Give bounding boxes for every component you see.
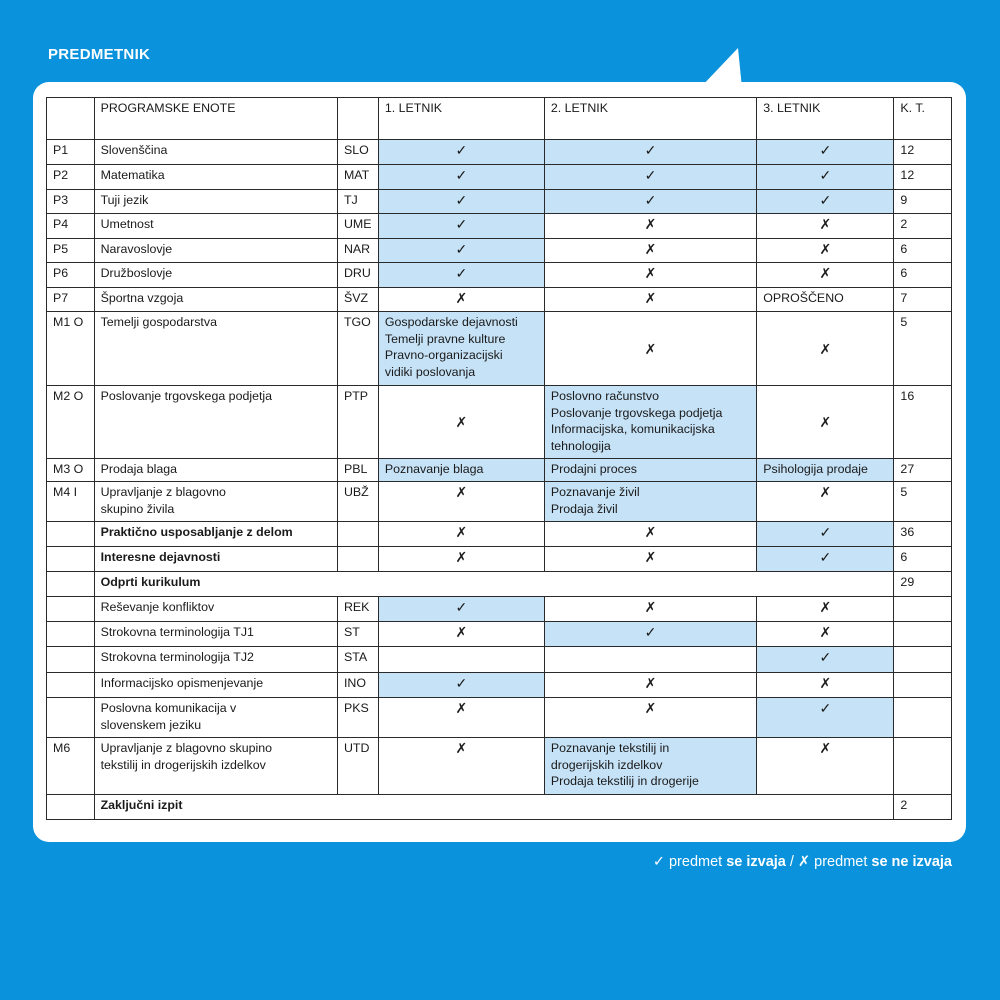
legend-separator: / (785, 854, 798, 870)
row-code: M1 O (47, 312, 95, 386)
table-row (47, 288, 952, 312)
row-code: M4 I (47, 482, 95, 522)
legend-yes-text: predmet (664, 854, 727, 870)
row-code: P5 (47, 239, 95, 263)
row-kt (894, 622, 952, 647)
row-code (47, 572, 95, 597)
row-abbr: UME (337, 214, 378, 239)
row-kt: 12 (894, 140, 952, 165)
row-name: Interesne dejavnosti (94, 547, 337, 572)
cross-icon: ✗ (757, 673, 894, 698)
row-year-3: OPROŠČENO (757, 288, 894, 312)
header-units: PROGRAMSKE ENOTE (94, 98, 337, 140)
check-icon: ✓ (378, 140, 544, 165)
row-name: Strokovna terminologija TJ1 (94, 622, 337, 647)
row-name: Upravljanje z blagovno skupino tekstilij in drogerijskih izdelkov (94, 738, 337, 795)
cross-icon: ✗ (378, 482, 544, 522)
table-row (47, 239, 952, 263)
check-icon: ✓ (652, 854, 665, 870)
cross-icon: ✗ (757, 263, 894, 288)
cross-icon: ✗ (378, 288, 544, 312)
row-code (47, 698, 95, 738)
row-year-2: Prodajni proces (544, 459, 756, 482)
cross-icon: ✗ (544, 288, 756, 312)
row-name: Športna vzgoja (94, 288, 337, 312)
row-code: P7 (47, 288, 95, 312)
cross-icon: ✗ (757, 597, 894, 622)
check-icon: ✓ (378, 190, 544, 214)
row-code (47, 597, 95, 622)
cross-icon: ✗ (757, 622, 894, 647)
row-name: Poslovna komunikacija v slovenskem jeziku (94, 698, 337, 738)
cross-icon: ✗ (378, 547, 544, 572)
table-row (47, 140, 952, 165)
row-kt: 5 (894, 312, 952, 386)
row-abbr: ŠVZ (337, 288, 378, 312)
row-name: Prodaja blaga (94, 459, 337, 482)
legend-no-text: predmet (810, 854, 872, 870)
legend-no-strong: se ne izvaja (871, 854, 952, 870)
row-kt: 2 (894, 214, 952, 239)
table-row (47, 386, 952, 459)
page-title: PREDMETNIK (48, 46, 151, 63)
row-code (47, 522, 95, 547)
table-row (47, 698, 952, 738)
table-row (47, 572, 952, 597)
check-icon: ✓ (378, 214, 544, 239)
row-code (47, 795, 95, 820)
row-year-1: Gospodarske dejavnosti Temelji pravne kulture Pravno-organizacijski vidiki poslovanja (378, 312, 544, 386)
row-kt (894, 673, 952, 698)
cross-icon: ✗ (378, 738, 544, 795)
row-abbr: UBŽ (337, 482, 378, 522)
row-kt: 29 (894, 572, 952, 597)
row-name: Strokovna terminologija TJ2 (94, 647, 337, 673)
cross-icon: ✗ (757, 386, 894, 459)
row-name: Matematika (94, 165, 337, 190)
row-code (47, 647, 95, 673)
row-abbr: MAT (337, 165, 378, 190)
row-name: Slovenščina (94, 140, 337, 165)
row-name: Informacijsko opismenjevanje (94, 673, 337, 698)
row-abbr: ST (337, 622, 378, 647)
cross-icon: ✗ (544, 698, 756, 738)
table-row (47, 597, 952, 622)
check-icon: ✓ (544, 622, 756, 647)
check-icon: ✓ (757, 647, 894, 673)
row-year-3: Psihologija prodaje (757, 459, 894, 482)
check-icon: ✓ (757, 190, 894, 214)
row-kt: 7 (894, 288, 952, 312)
row-kt (894, 698, 952, 738)
check-icon: ✓ (378, 263, 544, 288)
table-row (47, 547, 952, 572)
row-kt: 27 (894, 459, 952, 482)
cross-icon: ✗ (757, 214, 894, 239)
cross-icon: ✗ (544, 522, 756, 547)
row-kt: 2 (894, 795, 952, 820)
check-icon: ✓ (757, 698, 894, 738)
row-kt (894, 738, 952, 795)
curriculum-table (46, 97, 952, 820)
row-abbr: STA (337, 647, 378, 673)
row-kt: 6 (894, 239, 952, 263)
row-year-1: Poznavanje blaga (378, 459, 544, 482)
row-kt: 9 (894, 190, 952, 214)
cross-icon: ✗ (757, 312, 894, 386)
row-code (47, 547, 95, 572)
table-row (47, 459, 952, 482)
table-row (47, 647, 952, 673)
header-year-2: 2. LETNIK (544, 98, 756, 140)
table-row (47, 263, 952, 288)
cross-icon: ✗ (757, 239, 894, 263)
row-kt: 16 (894, 386, 952, 459)
cross-icon: ✗ (544, 214, 756, 239)
row-year-2: Poslovno računstvo Poslovanje trgovskega podjetja Informacijska, komunikacijska tehnologija (544, 386, 756, 459)
legend (653, 854, 952, 870)
cross-icon: ✗ (544, 597, 756, 622)
cross-icon: ✗ (378, 522, 544, 547)
row-name: Poslovanje trgovskega podjetja (94, 386, 337, 459)
row-name: Odprti kurikulum (94, 572, 894, 597)
row-abbr: PTP (337, 386, 378, 459)
header-year-1: 1. LETNIK (378, 98, 544, 140)
check-icon: ✓ (378, 165, 544, 190)
row-code: M3 O (47, 459, 95, 482)
row-code (47, 622, 95, 647)
table-row (47, 190, 952, 214)
row-abbr: NAR (337, 239, 378, 263)
check-icon: ✓ (757, 547, 894, 572)
row-abbr: REK (337, 597, 378, 622)
header-kt: K. T. (894, 98, 952, 140)
row-kt: 6 (894, 263, 952, 288)
row-code: M2 O (47, 386, 95, 459)
header-code (47, 98, 95, 140)
header-year-3: 3. LETNIK (757, 98, 894, 140)
row-code: P6 (47, 263, 95, 288)
row-abbr: SLO (337, 140, 378, 165)
check-icon: ✓ (378, 239, 544, 263)
row-code: P2 (47, 165, 95, 190)
row-name: Temelji gospodarstva (94, 312, 337, 386)
cross-icon: ✗ (378, 386, 544, 459)
row-code: P3 (47, 190, 95, 214)
check-icon: ✓ (757, 140, 894, 165)
table-header-row (47, 98, 952, 140)
table-row (47, 738, 952, 795)
table-row (47, 214, 952, 239)
row-abbr: PKS (337, 698, 378, 738)
cross-icon: ✗ (544, 547, 756, 572)
row-code (47, 673, 95, 698)
table-row (47, 522, 952, 547)
row-name: Umetnost (94, 214, 337, 239)
row-abbr: DRU (337, 263, 378, 288)
row-kt: 5 (894, 482, 952, 522)
row-abbr: TGO (337, 312, 378, 386)
cross-icon: ✗ (797, 854, 811, 870)
row-abbr: INO (337, 673, 378, 698)
cross-icon: ✗ (544, 312, 756, 386)
check-icon: ✓ (378, 597, 544, 622)
row-name: Zaključni izpit (94, 795, 894, 820)
cross-icon: ✗ (544, 239, 756, 263)
row-kt (894, 647, 952, 673)
row-abbr (337, 547, 378, 572)
row-abbr (337, 522, 378, 547)
cross-icon: ✗ (378, 622, 544, 647)
cross-icon: ✗ (544, 263, 756, 288)
row-kt: 12 (894, 165, 952, 190)
row-code: M6 (47, 738, 95, 795)
table-row (47, 312, 952, 386)
cross-icon: ✗ (757, 738, 894, 795)
row-name: Reševanje konfliktov (94, 597, 337, 622)
check-icon: ✓ (378, 673, 544, 698)
check-icon: ✓ (544, 165, 756, 190)
row-year-2: Poznavanje tekstilij in drogerijskih izdelkov Prodaja tekstilij in drogerije (544, 738, 756, 795)
row-year-1 (378, 647, 544, 673)
row-year-2: Poznavanje živil Prodaja živil (544, 482, 756, 522)
cross-icon: ✗ (757, 482, 894, 522)
legend-yes-strong: se izvaja (726, 854, 786, 870)
row-abbr: UTD (337, 738, 378, 795)
check-icon: ✓ (544, 190, 756, 214)
row-code: P1 (47, 140, 95, 165)
cross-icon: ✗ (544, 673, 756, 698)
row-name: Praktično usposabljanje z delom (94, 522, 337, 547)
check-icon: ✓ (544, 140, 756, 165)
table-row (47, 482, 952, 522)
row-kt (894, 597, 952, 622)
row-kt: 36 (894, 522, 952, 547)
check-icon: ✓ (757, 522, 894, 547)
table-row (47, 622, 952, 647)
header-abbr (337, 98, 378, 140)
row-abbr: TJ (337, 190, 378, 214)
row-abbr: PBL (337, 459, 378, 482)
cross-icon: ✗ (378, 698, 544, 738)
row-name: Naravoslovje (94, 239, 337, 263)
row-name: Družboslovje (94, 263, 337, 288)
table-row (47, 165, 952, 190)
table-row (47, 795, 952, 820)
row-name: Upravljanje z blagovno skupino živila (94, 482, 337, 522)
row-name: Tuji jezik (94, 190, 337, 214)
row-year-2 (544, 647, 756, 673)
row-code: P4 (47, 214, 95, 239)
check-icon: ✓ (757, 165, 894, 190)
row-kt: 6 (894, 547, 952, 572)
table-row (47, 673, 952, 698)
